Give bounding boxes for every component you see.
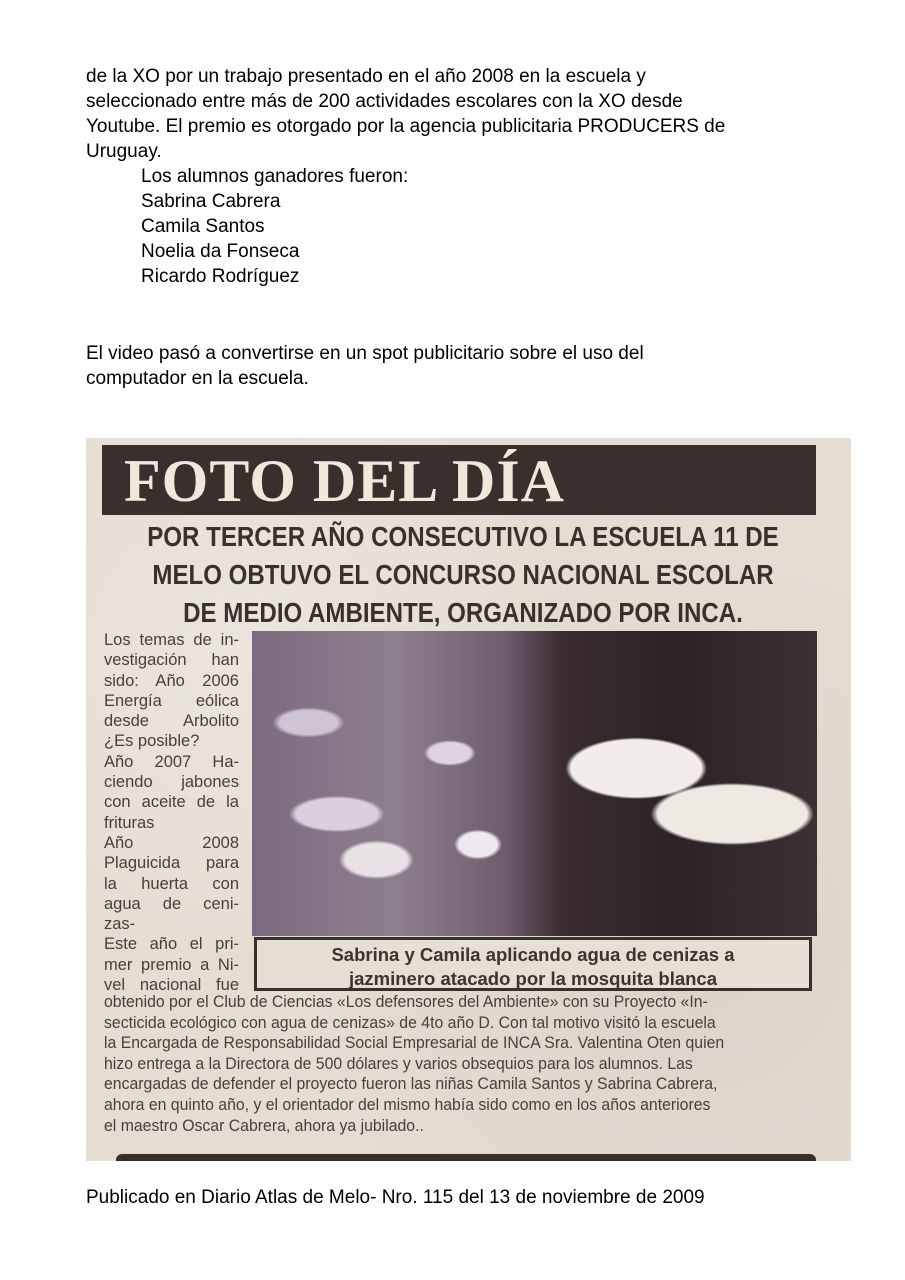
publication-credit: Publicado en Diario Atlas de Melo- Nro. 115 del 13 de noviembre de 2009 — [86, 1187, 705, 1208]
side-line: vel nacional fue — [104, 976, 239, 995]
side-line: Energía eólica — [104, 691, 239, 710]
news-photo — [252, 631, 817, 936]
side-line: vestigación han — [104, 651, 239, 670]
side-line: ¿Es posible? — [104, 732, 200, 751]
text-line: Youtube. El premio es otorgado por la agencia publicitaria PRODUCERS de — [86, 116, 726, 137]
headline-line: POR TERCER AÑO CONSECUTIVO LA ESCUELA 11 DE — [147, 521, 779, 552]
masthead-bar — [102, 445, 816, 515]
side-column-text — [104, 630, 239, 995]
winners-list — [141, 164, 408, 289]
caption-line: jazminero atacado por la mosquita blanca — [348, 968, 718, 989]
text-line: de la XO por un trabajo presentado en el año 2008 en la escuela y — [86, 66, 646, 87]
winner-name: Noelia da Fonseca — [141, 241, 300, 262]
photo-caption — [254, 937, 812, 991]
side-line: Año 2007 Ha- — [104, 752, 239, 771]
side-line: mer premio a Ni- — [104, 955, 239, 974]
newspaper-clipping — [86, 438, 851, 1161]
bottom-rule — [116, 1154, 816, 1161]
text-line: seleccionado entre más de 200 actividades escolares con la XO desde — [86, 91, 683, 112]
side-line: Los temas de in- — [104, 631, 239, 649]
caption-line: Sabrina y Camila aplicando agua de cenizas a — [331, 944, 735, 965]
side-line: frituras — [104, 813, 155, 832]
body-line: secticida ecológico con agua de cenizas» de 4to año D. Con tal motivo visitó la escuela — [104, 1012, 716, 1032]
body-line: encargadas de defender el proyecto fueron las niñas Camila Santos y Sabrina Cabrera, — [104, 1074, 718, 1094]
side-line: sido: Año 2006 — [104, 671, 239, 690]
body-line: el maestro Oscar Cabrera, ahora ya jubilado.. — [104, 1115, 424, 1135]
side-line: zas- — [104, 915, 136, 934]
side-line: Este año el pri- — [104, 935, 239, 954]
text-line: El video pasó a convertirse en un spot publicitario sobre el uso del — [86, 343, 644, 364]
body-line: hizo entrega a la Directora de 500 dólares y varios obsequios para los alumnos. Las — [104, 1053, 693, 1073]
winners-heading: Los alumnos ganadores fueron: — [141, 166, 409, 187]
side-line: con aceite de la — [104, 793, 239, 812]
video-paragraph — [86, 341, 786, 391]
body-line: ahora en quinto año, y el orientador del mismo había sido como en los años anteriores — [104, 1094, 711, 1114]
masthead-title: FOTO DEL DÍA — [124, 448, 565, 514]
body-line: la Encargada de Responsabilidad Social Empresarial de INCA Sra. Valentina Oten quien — [104, 1033, 725, 1053]
side-line: desde Arbolito — [104, 712, 239, 731]
winner-name: Ricardo Rodríguez — [141, 266, 300, 287]
body-line: obtenido por el Club de Ciencias «Los defensores del Ambiente» con su Proyecto «In- — [104, 992, 708, 1011]
side-line: Año 2008 — [104, 833, 239, 852]
side-line: agua de ceni- — [104, 894, 239, 913]
headline-line: MELO OBTUVO EL CONCURSO NACIONAL ESCOLAR — [152, 559, 774, 590]
article-headline — [103, 518, 824, 632]
side-line: ciendo jabones — [104, 773, 239, 792]
article-body — [104, 992, 820, 1136]
intro-paragraph — [86, 64, 816, 164]
side-line: Plaguicida para — [104, 854, 239, 873]
headline-line: DE MEDIO AMBIENTE, ORGANIZADO POR INCA. — [183, 597, 743, 628]
side-line: la huerta con — [104, 874, 239, 893]
text-line: computador en la escuela. — [86, 368, 309, 389]
winner-name: Sabrina Cabrera — [141, 191, 281, 212]
text-line: Uruguay. — [86, 141, 162, 162]
winner-name: Camila Santos — [141, 216, 265, 237]
